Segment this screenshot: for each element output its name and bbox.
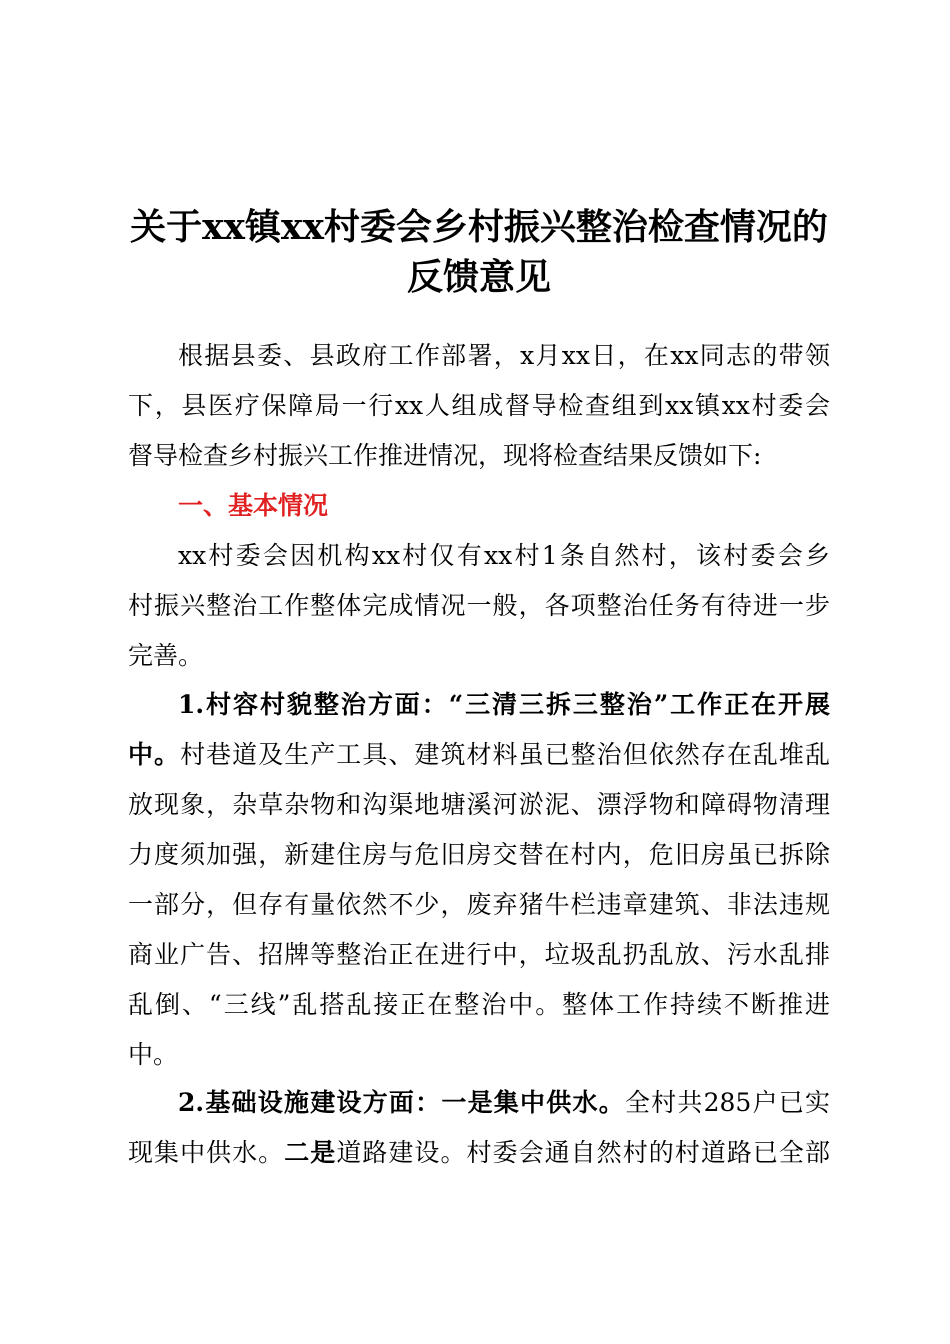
text-line: 力度须加强，新建住房与危旧房交替在村内，危旧房虽已拆除 bbox=[128, 840, 830, 869]
text-line: 乱倒、“三线”乱搭乱接正在整治中。整体工作持续不断推进 bbox=[128, 990, 830, 1019]
item-heading: 1.村容村貌整治方面：“三清三拆三整治”工作正在开展 bbox=[178, 690, 830, 719]
infrastructure-paragraph bbox=[128, 1078, 830, 1178]
section-heading-basic: 一、基本情况 bbox=[178, 491, 329, 520]
text-line: 完善。 bbox=[128, 641, 204, 670]
document-title-line-2: 反馈意见 bbox=[406, 256, 551, 298]
text-line: 根据县委、县政府工作部署，x月xx日，在xx同志的带领 bbox=[178, 341, 830, 370]
text-line: 督导检查乡村振兴工作推进情况，现将检查结果反馈如下: bbox=[128, 441, 762, 470]
item-heading: 2.基础设施建设方面：一是集中供水。 bbox=[178, 1088, 625, 1117]
text-line: 放现象，杂草杂物和沟渠地塘溪河淤泥、漂浮物和障碍物清理 bbox=[128, 790, 830, 819]
intro-paragraph bbox=[128, 331, 830, 481]
text-line: 下，县医疗保障局一行xx人组成督导检查组到xx镇xx村委会 bbox=[128, 391, 830, 420]
text-segment: 全村共285户已实 bbox=[624, 1088, 831, 1117]
text-segment: 村巷道及生产工具、建筑材料虽已整治但依然存在乱堆乱 bbox=[180, 740, 830, 769]
text-line bbox=[128, 1128, 830, 1178]
item-heading-end: 中。 bbox=[128, 740, 181, 769]
village-appearance-paragraph bbox=[128, 680, 830, 1080]
text-line: xx村委会因机构xx村仅有xx村1条自然村，该村委会乡 bbox=[178, 541, 830, 570]
basic-situation-paragraph bbox=[128, 531, 830, 681]
text-segment: 道路建设。村委会通自然村的村道路已全部 bbox=[336, 1138, 830, 1167]
document-title-line-1: 关于xx镇xx村委会乡村振兴整治检查情况的 bbox=[130, 206, 828, 248]
document-page bbox=[128, 0, 830, 1344]
text-line bbox=[128, 1078, 830, 1128]
text-line: 一部分，但存有量依然不少，废弃猪牛栏违章建筑、非法违规 bbox=[128, 890, 830, 919]
text-line bbox=[128, 730, 830, 780]
emphasis: 二是 bbox=[284, 1138, 337, 1167]
text-line: 中。 bbox=[128, 1040, 179, 1069]
text-line: 商业广告、招牌等整治正在进行中，垃圾乱扔乱放、污水乱排 bbox=[128, 940, 830, 969]
text-line: 村振兴整治工作整体完成情况一般，各项整治任务有待进一步 bbox=[128, 591, 830, 620]
text-segment: 现集中供水。 bbox=[128, 1138, 285, 1167]
